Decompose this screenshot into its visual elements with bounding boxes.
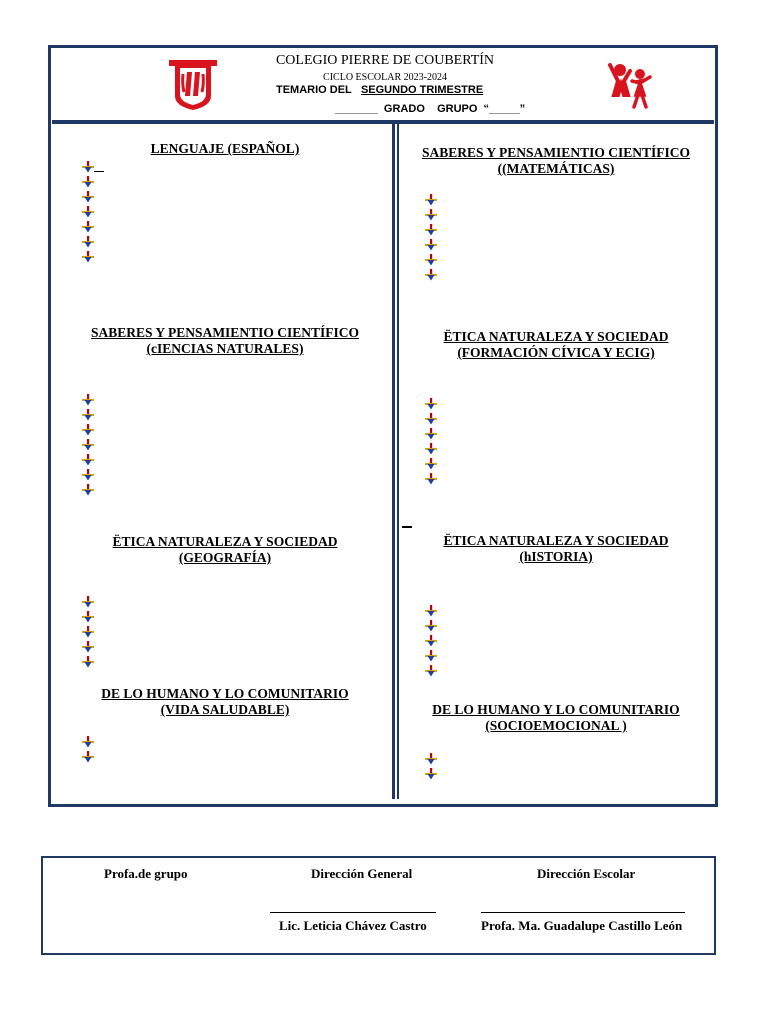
bullet-arrow-icon	[82, 176, 94, 188]
bullet-arrow-icon	[425, 428, 437, 440]
section-title-socio-line1: DE LO HUMANO Y LO COMUNITARIO	[432, 702, 680, 717]
bullet-list	[82, 736, 96, 766]
signature-line-escolar	[481, 912, 685, 913]
bullet-arrow-icon	[82, 439, 94, 451]
bullet-arrow-icon	[425, 209, 437, 221]
bullet-arrow-icon	[425, 665, 437, 677]
bullet-arrow-icon	[425, 650, 437, 662]
bullet-arrow-icon	[82, 251, 94, 263]
bullet-arrow-icon	[82, 221, 94, 233]
bullet-list	[82, 394, 96, 499]
grade-group-line: _______ GRADO GRUPO “_____”	[335, 103, 526, 115]
section-title-ciencias-line2: (cIENCIAS NATURALES)	[146, 341, 304, 356]
section-title-ciencias-line1: SABERES Y PENSAMIENTIO CIENTÍFICO	[91, 325, 359, 340]
bullet-arrow-icon	[82, 656, 94, 668]
general-name: Lic. Leticia Chávez Castro	[279, 918, 427, 933]
bullet-arrow-icon	[425, 398, 437, 410]
column-divider	[392, 124, 395, 799]
escolar-label: Dirección Escolar	[537, 866, 636, 881]
header-divider	[52, 120, 714, 124]
bullet-arrow-icon	[425, 458, 437, 470]
children-icon	[606, 61, 656, 116]
bullet-list	[425, 605, 439, 680]
bullet-list	[425, 194, 439, 284]
temario-prefix: TEMARIO DEL	[276, 84, 352, 96]
section-title-civica	[400, 329, 712, 361]
section-title-geografia	[60, 534, 390, 566]
bullet-arrow-icon	[425, 269, 437, 281]
section-title-vida-line1: DE LO HUMANO Y LO COMUNITARIO	[101, 686, 349, 701]
bullet-arrow-icon	[82, 424, 94, 436]
blank-line	[402, 526, 412, 528]
trimester: SEGUNDO TRIMESTRE	[360, 84, 484, 96]
bullet-arrow-icon	[82, 454, 94, 466]
temario-line	[276, 84, 483, 96]
bullet-arrow-icon	[425, 239, 437, 251]
bullet-arrow-icon	[82, 736, 94, 748]
bullet-arrow-icon	[82, 641, 94, 653]
bullet-arrow-icon	[425, 194, 437, 206]
bullet-list	[425, 753, 439, 783]
bullet-arrow-icon	[425, 620, 437, 632]
bullet-arrow-icon	[82, 236, 94, 248]
section-title-vida	[60, 686, 390, 718]
bullet-arrow-icon	[425, 224, 437, 236]
bullet-arrow-icon	[82, 751, 94, 763]
bullet-arrow-icon	[82, 206, 94, 218]
bullet-arrow-icon	[82, 626, 94, 638]
bullet-arrow-icon	[425, 413, 437, 425]
section-title-civica-line1: ËTICA NATURALEZA Y SOCIEDAD	[443, 329, 669, 344]
section-title-historia-line1: ËTICA NATURALEZA Y SOCIEDAD	[443, 533, 669, 548]
bullet-list	[425, 398, 439, 488]
bullet-list	[82, 596, 96, 671]
bullet-arrow-icon	[82, 469, 94, 481]
bullet-arrow-icon	[82, 409, 94, 421]
section-title-matematicas-line1: SABERES Y PENSAMIENTIO CIENTÍFICO	[422, 145, 690, 160]
bullet-arrow-icon	[425, 443, 437, 455]
general-label: Dirección General	[311, 866, 413, 881]
section-title-civica-line2: (FORMACIÓN CÍVICA Y ECIG)	[457, 345, 655, 360]
section-title-matematicas	[400, 145, 712, 177]
bullet-arrow-icon	[425, 605, 437, 617]
bullet-arrow-icon	[425, 753, 437, 765]
section-title-socio-line2: (SOCIOEMOCIONAL )	[485, 718, 627, 733]
bullet-arrow-icon	[82, 191, 94, 203]
escolar-name: Profa. Ma. Guadalupe Castillo León	[481, 918, 683, 933]
section-title-historia-line2: (hISTORIA)	[519, 549, 593, 564]
bullet-arrow-icon	[82, 161, 94, 173]
column-divider-secondary	[397, 124, 399, 799]
bullet-arrow-icon	[82, 484, 94, 496]
section-title-geografia-line1: ËTICA NATURALEZA Y SOCIEDAD	[112, 534, 338, 549]
school-name: COLEGIO PIERRE DE COUBERTÍN	[275, 53, 495, 68]
bullet-arrow-icon	[425, 635, 437, 647]
bullet-list	[82, 161, 96, 266]
school-cycle: CICLO ESCOLAR 2023-2024	[323, 72, 447, 83]
section-title-ciencias	[60, 325, 390, 357]
bullet-arrow-icon	[82, 394, 94, 406]
section-title-vida-line2: (VIDA SALUDABLE)	[160, 702, 290, 717]
signature-line-general	[270, 912, 436, 913]
section-title-geografia-line2: (GEOGRAFÍA)	[178, 550, 272, 565]
section-title-historia	[400, 533, 712, 565]
bullet-arrow-icon	[425, 254, 437, 266]
bullet-arrow-icon	[82, 611, 94, 623]
section-title-matematicas-line2: ((MATEMÁTICAS)	[497, 161, 615, 176]
bullet-arrow-icon	[82, 596, 94, 608]
bullet-arrow-icon	[425, 768, 437, 780]
profa-label: Profa.de grupo	[104, 866, 188, 881]
bullet-arrow-icon	[425, 473, 437, 485]
blank-line	[94, 171, 104, 172]
section-title-socio	[400, 702, 712, 734]
section-title-lenguaje: LENGUAJE (ESPAÑOL)	[150, 141, 300, 156]
